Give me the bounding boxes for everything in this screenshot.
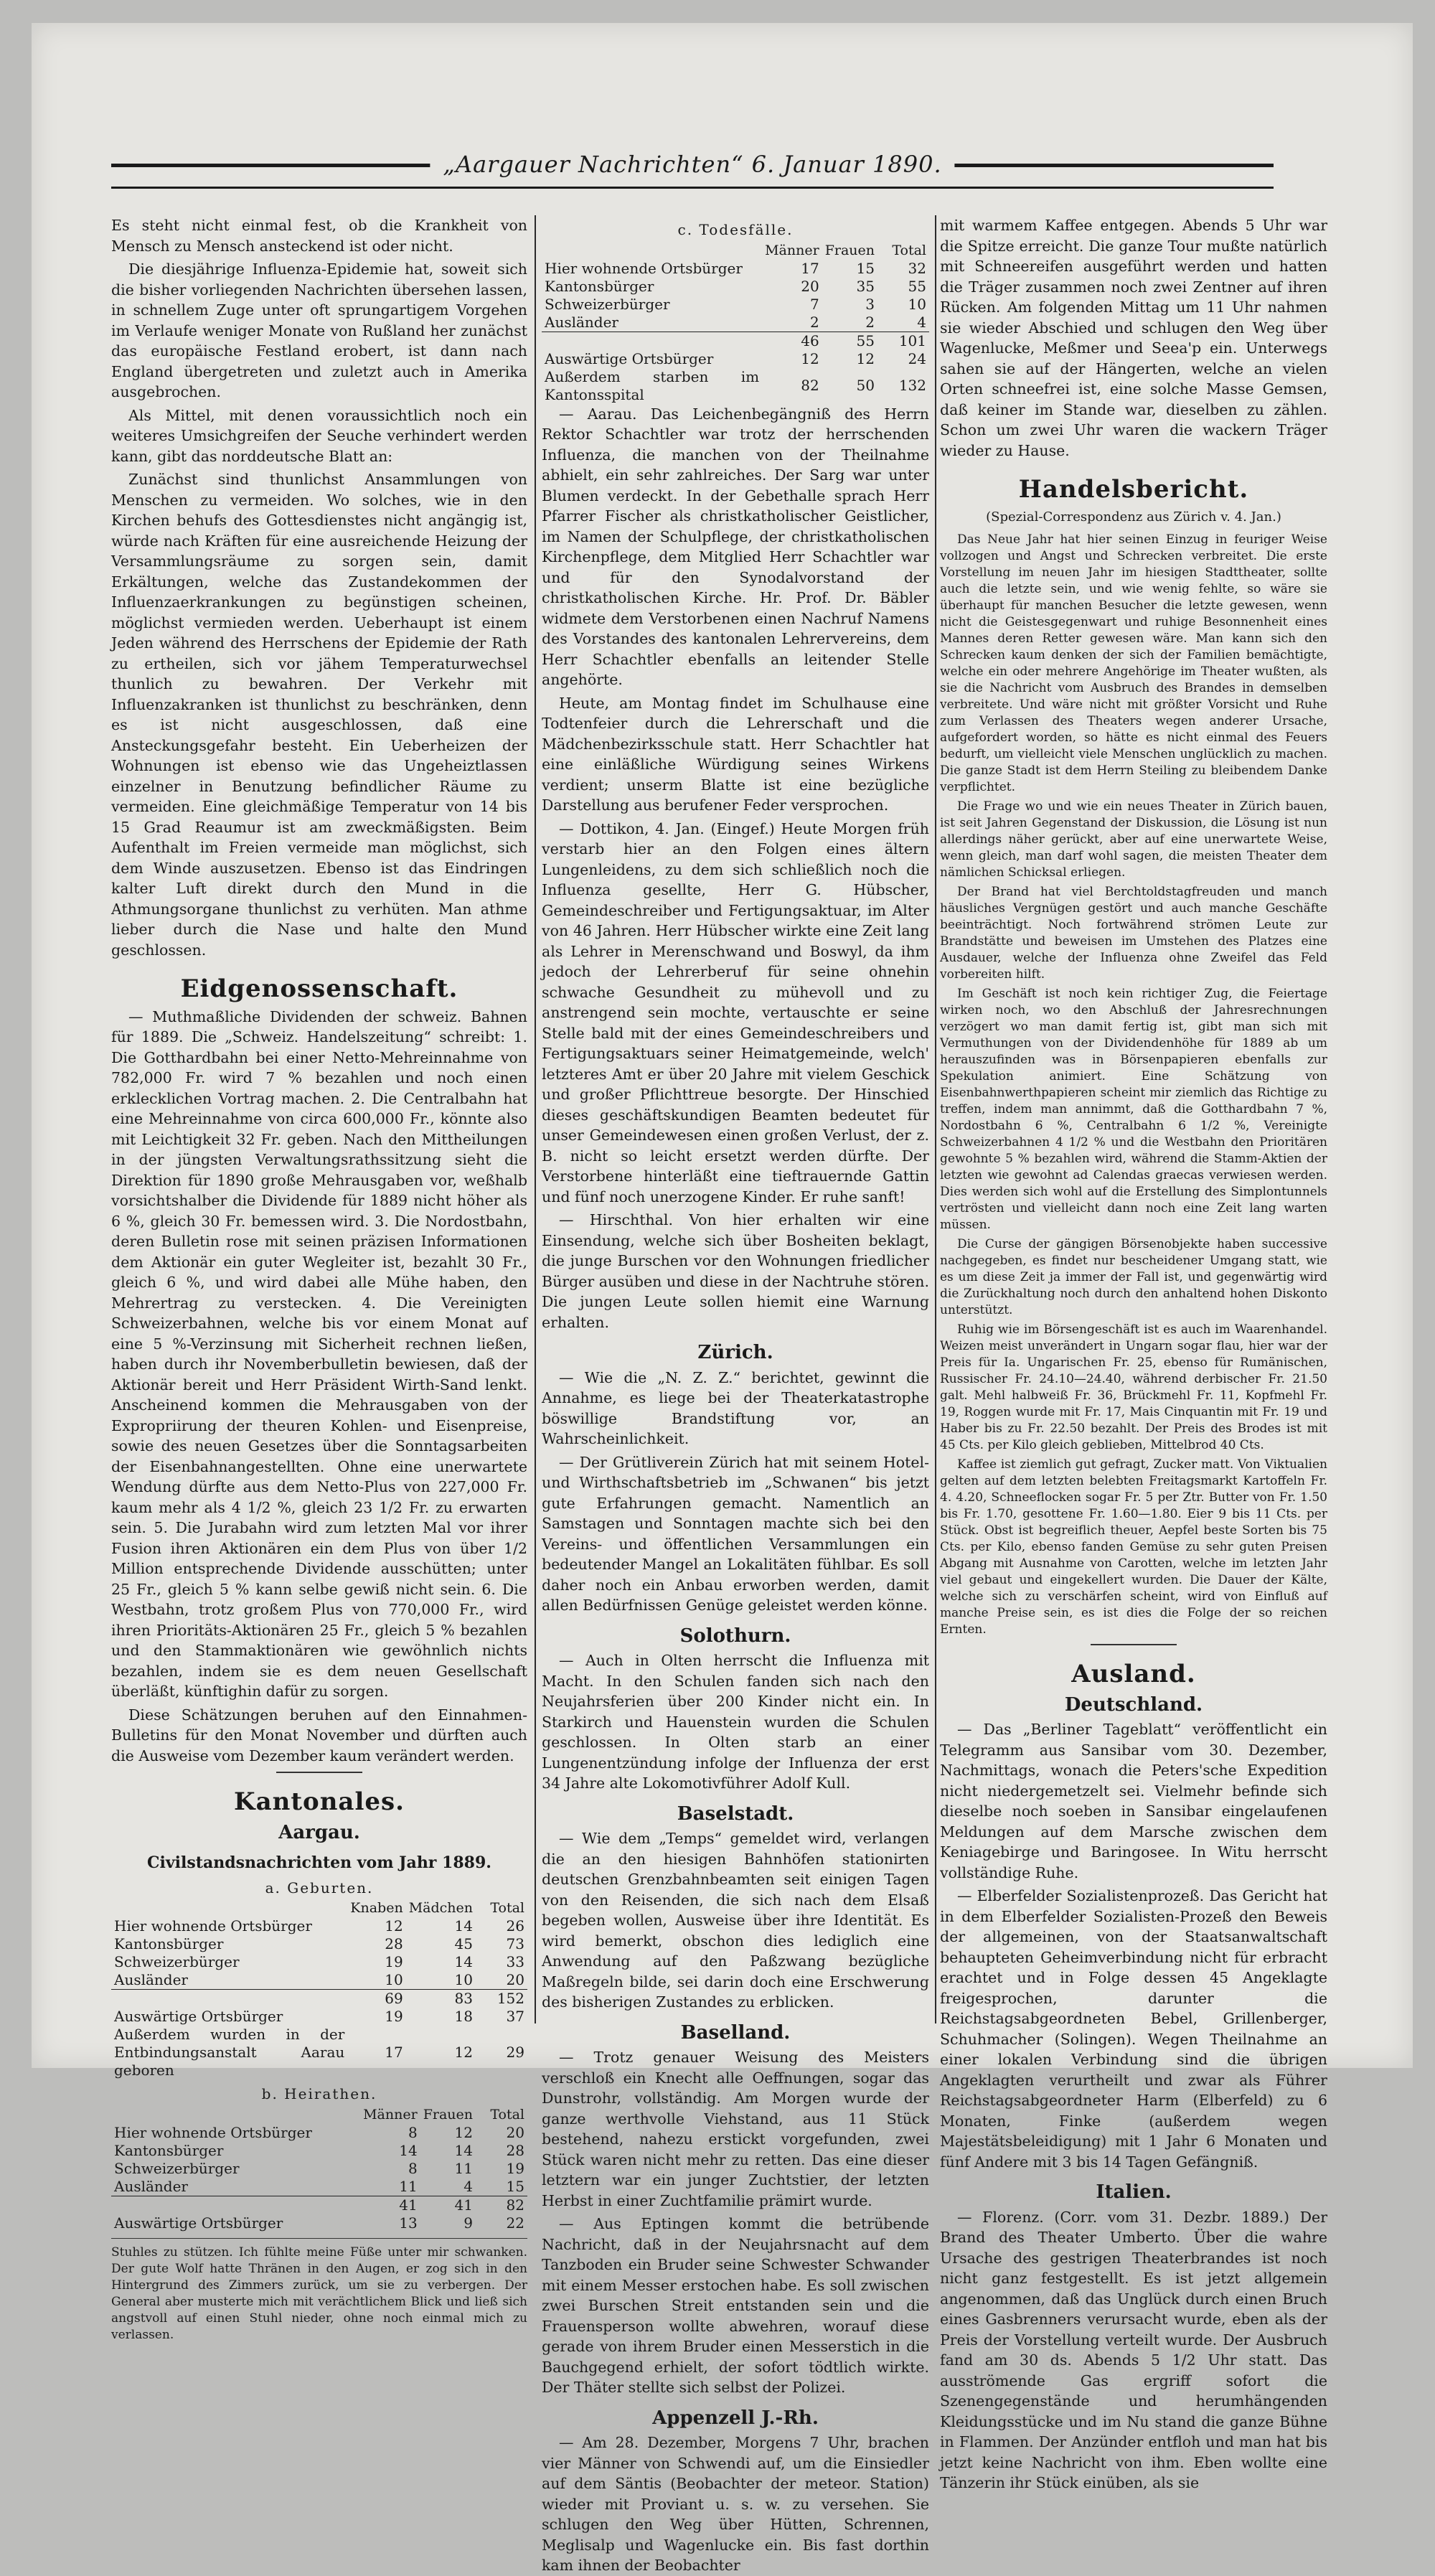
column-header: Knaben bbox=[350, 1900, 403, 1916]
article-paragraph: — Wie die „N. Z. Z.“ berichtet, gewinnt die Annahme, es liege bei der Theaterkatastrophe böswillige Brandstiftung vor, an Wahrscheinlichkeit. bbox=[542, 1368, 929, 1447]
cell: 12 bbox=[385, 1917, 403, 1935]
masthead bbox=[111, 151, 1274, 201]
article-paragraph: Diese Schätzungen beruhen auf den Einnahmen-Bulletins für den Monat November und dürften auch die Ausweise vom Dezember kaum verändert werden. bbox=[111, 1706, 527, 1764]
subheading-deutschland: Deutschland. bbox=[1064, 1693, 1203, 1716]
subheading-appenzell: Appenzell J.-Rh. bbox=[652, 2407, 819, 2429]
deaths-label: c. Todesfälle. bbox=[677, 221, 794, 238]
cell: 50 bbox=[856, 377, 875, 394]
cell: 101 bbox=[878, 332, 929, 350]
row-label: Ausländer bbox=[114, 2177, 188, 2195]
cell: 28 bbox=[506, 2141, 524, 2159]
cell: 2 bbox=[865, 313, 875, 331]
cell: 15 bbox=[506, 2177, 524, 2195]
cell: 35 bbox=[856, 277, 875, 295]
cell: 22 bbox=[506, 2214, 524, 2232]
cell: 2 bbox=[809, 313, 819, 331]
row-label: Auswärtige Ortsbürger bbox=[114, 2214, 283, 2232]
cell: 10 bbox=[454, 1971, 473, 1988]
cell: 11 bbox=[454, 2159, 473, 2177]
article-paragraph: Der Brand hat viel Berchtoldstagfreuden und manch häusliches Vergnügen gestört und auch manche Geschäfte beeinträchtigt. Noch fortwährend strömen Leute zur Brandstätte und beweisen im Umstehen des Platzes eine Ausdauer, welche der Influenza ohne Zweifel das Feld vorbereiten hilft. bbox=[940, 885, 1327, 982]
cell: 14 bbox=[454, 2141, 473, 2159]
article-paragraph: — Florenz. (Corr. vom 31. Dezbr. 1889.) Der Brand des Theater Umberto. Über die wahre Ursache des gestrigen Theaterbrandes ist noch nicht ganz festgestellt. Es ist jetzt allgemein angenommen, daß das Unglück durch einen Bruch eines Gasbrenners verursacht wurde, eben als der Preis der Vorstellung verteilt wurde. Der Ausbruch fand am 30 ds. Abends 5 1/2 Uhr statt. Das ausströmende Gas ergriff sofort die Szenengegenstände und herumhängenden Kleidungsstücke und im Nu stand die ganze Bühne in Flammen. Der Anzünder entfloh und man hat bis jetzt keine Nachricht von ihm. Eben wollte eine Tänzerin ihr Stück einüben, als sie bbox=[940, 2208, 1327, 2491]
table-row bbox=[111, 2142, 527, 2160]
row-label: Ausländer bbox=[114, 1971, 188, 1988]
article-paragraph: — Hirschthal. Von hier erhalten wir eine Einsendung, welche sich über Bosheiten beklagt, die junge Burschen vor den Wohnungen friedlicher Bürger ausüben und diese in der Nachtruhe stören. Die jungen Leute sollen hiemit eine Warnung erhalten. bbox=[542, 1211, 929, 1331]
article-paragraph: — Aarau. Das Leichenbegängniß des Herrn Rektor Schachtler war trotz der herrschenden Influenza, die manchen von der Theilnahme abhielt, ein sehr zahlreiches. Der Sarg war unter Blumen verdeckt. In der Gebethalle sprach Herr Pfarrer Fischer als christkatholischer Geistlicher, im Namen der Schulpflege, der christkatholischen Kirchenpflege, dem Mitglied Herr Schachtler war und für den Synodalvorstand der christkatholischen Kirche. Hr. Prof. Dr. Bäbler widmete dem Verstorbenen einen Nachruf Namens des Vorstandes des kantonalen Lehrervereins, dem Herr Schachtler ebenfalls an leitender Stelle angehörte. bbox=[542, 405, 929, 688]
marriages-table bbox=[111, 2106, 527, 2232]
cell: 152 bbox=[476, 1990, 527, 2008]
article-paragraph: Die Curse der gängigen Börsenobjekte haben successive nachgegeben, es findet nur bescheidener Umgang statt, wie es um diese Zeit ja immer der Fall ist, und gegenwärtig wird die Zurückhaltung noch durch den anhaltend hohen Diskonto unterstützt. bbox=[940, 1237, 1327, 1317]
deaths-table bbox=[542, 242, 929, 404]
table-row bbox=[111, 2214, 527, 2232]
column-header: Frauen bbox=[824, 242, 875, 258]
masthead-rule-bottom bbox=[111, 187, 1274, 189]
cell: 4 bbox=[917, 313, 926, 331]
subheading-italien: Italien. bbox=[1096, 2181, 1172, 2203]
subheading-solothurn: Solothurn. bbox=[679, 1625, 791, 1647]
correspondence-note: (Spezial-Correspondenz aus Zürich v. 4. Jan.) bbox=[986, 509, 1281, 525]
cell: 12 bbox=[454, 2044, 473, 2061]
marriages-label: b. Heirathen. bbox=[261, 2085, 377, 2102]
cell: 11 bbox=[399, 2177, 418, 2195]
cell: 32 bbox=[908, 259, 926, 277]
cell: 33 bbox=[506, 1953, 524, 1970]
cell: 20 bbox=[506, 1971, 524, 1988]
cell: 7 bbox=[809, 295, 819, 313]
cell: 20 bbox=[506, 2123, 524, 2141]
subheading-civilstand: Civilstandsnachrichten vom Jahr 1889. bbox=[147, 1853, 491, 1872]
table-row bbox=[111, 2026, 527, 2079]
table-row bbox=[542, 368, 929, 404]
table-row bbox=[111, 2124, 527, 2142]
table-row bbox=[111, 2178, 527, 2196]
article-paragraph: — Am 28. Dezember, Morgens 7 Uhr, brachen vier Männer von Schwendi auf, um die Einsiedler auf dem Säntis (Beobachter der meteor. Station) wieder mit Proviant u. s. w. zu versehen. Sie schlugen den Weg über Hütten, Schrennen, Meglisalp und Wagenlucke ein. Bis fast dorthin kam ihnen der Beobachter bbox=[542, 2434, 929, 2574]
cell: 26 bbox=[506, 1917, 524, 1935]
row-label: Schweizerbürger bbox=[114, 1953, 240, 1970]
cell: 55 bbox=[908, 277, 926, 295]
cell: 14 bbox=[454, 1953, 473, 1970]
footnote-rule bbox=[111, 2238, 527, 2239]
section-heading-kantonales: Kantonales. bbox=[234, 1787, 405, 1816]
cell: 82 bbox=[801, 377, 819, 394]
cell: 12 bbox=[801, 349, 819, 367]
cell: 69 bbox=[347, 1990, 405, 2008]
cell: 19 bbox=[506, 2159, 524, 2177]
cell: 45 bbox=[454, 1935, 473, 1952]
article-paragraph: Die Frage wo und wie ein neues Theater in Zürich bauen, ist seit Jahren Gegenstand der Diskussion, die Lösung ist nun allerdings näher gerückt, aber auf eine unerwartete Weise, wenn gleich, man darf wohl sagen, die meisten Theater dem nämlichen Schicksal erliegen. bbox=[940, 799, 1327, 880]
cell: 17 bbox=[385, 2044, 403, 2061]
cell: 41 bbox=[360, 2196, 420, 2214]
article-paragraph: — Aus Eptingen kommt die betrübende Nachricht, daß in der Neujahrsnacht auf dem Tanzboden ein Bruder seine Schwester Schwander mit einem Messer erstochen habe. Es soll zwischen zwei Burschen Streit entstanden sein und die Frauensperson wollte abwehren, worauf diese gerade von ihrem Bruder einen Messerstich in die Bauchgegend erhielt, der sofort tödtlich wirkte. Der Thäter stellte sich selbst der Polizei. bbox=[542, 2215, 929, 2396]
subheading-baselland: Baselland. bbox=[680, 2021, 791, 2044]
table-row bbox=[542, 314, 929, 332]
cell: 29 bbox=[506, 2044, 524, 2061]
cell: 55 bbox=[822, 332, 878, 350]
row-label: Kantonsbürger bbox=[114, 1935, 224, 1952]
row-label: Schweizerbürger bbox=[545, 295, 670, 313]
article-paragraph: — Trotz genauer Weisung des Meisters verschloß ein Knecht alle Oeffnungen, sogar das Dunstrohr, vollständig. Am Morgen wurde der ganze werthvolle Viehstand, aus 11 Stück bestehend, nahezu erstickt vorgefunden, zwei Stück waren nicht mehr zu retten. Das eine dieser letztern war ein junger Zuchtstier, der letzten Herbst in einer Zuchtfamilie prämirt wurde. bbox=[542, 2049, 929, 2209]
column-3 bbox=[940, 215, 1327, 2491]
article-paragraph: — Dottikon, 4. Jan. (Eingef.) Heute Morgen früh verstarb hier an den Folgen eines ältern Lungenleidens, zu dem sich schließlich noch die Influenza gesellte, Herr G. Hübscher, Gemeindeschreiber und Fertigungsaktuar, im Alter von 46 Jahren. Herr Hübscher wirkte eine Zeit lang als Lehrer in Merenschwand und Boswyl, da ihm jedoch der Lehrerberuf für seine ohnehin schwache Gesundheit zu mühevoll und zu anstrengend sein mochte, vertauschte er seine Stelle bald mit der eines Gemeindeschreibers und Fertigungsaktuars seiner Heimatgemeinde, welch' letzteres Amt er über 20 Jahre mit vielem Geschick und großer Pflichttreue besorgte. Der Hinschied dieses geschäftskundigen Beamten bedeutet für unser Gemeindewesen einen großen Verlust, der z. B. nicht so leicht ersetzt werden dürfte. Der Verstorbene hinterläßt eine tieftrauernde Gattin und fünf noch unerzogene Kinder. Er ruhe sanft! bbox=[542, 819, 929, 1205]
column-header: Frauen bbox=[423, 2106, 473, 2123]
table-row bbox=[542, 260, 929, 278]
article-paragraph: Heute, am Montag findet im Schulhause eine Todtenfeier durch die Lehrerschaft und die Mädchenbezirksschule statt. Herr Schachtler hat eine einläßliche Würdigung seines Wirkens verdient; unserm Blatte ist eine bezügliche Darstellung aus berufener Feder versprochen. bbox=[542, 694, 929, 814]
column-header: Total bbox=[490, 1900, 524, 1916]
cell: 82 bbox=[476, 2196, 527, 2214]
table-sum-row bbox=[111, 1990, 527, 2008]
cell: 8 bbox=[408, 2159, 418, 2177]
cell: 3 bbox=[865, 295, 875, 313]
cell: 9 bbox=[464, 2214, 473, 2232]
cell: 14 bbox=[399, 2141, 418, 2159]
article-paragraph: — Der Grütliverein Zürich hat mit seinem Hotel- und Wirthschaftsbetrieb im „Schwanen“ bis jetzt gute Erfahrungen gemacht. Namentlich an Samstagen und Sonntagen machte sich bei den Vereins- und öffentlichen Versammlungen ein bedeutender Mangel an Lokalitäten fühlbar. Es soll daher noch ein Anbau erworben werden, damit allen Bedürfnissen Genüge geleistet werden könne. bbox=[542, 1453, 929, 1614]
cell: 28 bbox=[385, 1935, 403, 1952]
cell: 13 bbox=[399, 2214, 418, 2232]
column-header: Mädchen bbox=[408, 1900, 473, 1916]
article-paragraph: mit warmem Kaffee entgegen. Abends 5 Uhr war die Spitze erreicht. Die ganze Tour mußte natürlich mit Schneereifen ausgeführt werden und hatten die Träger zusammen noch zwei Zentner auf ihren Rücken. Am folgenden Mittag um 11 Uhr nahmen sie wieder Abschied und schlugen den Weg über Wagenlucke, Meßmer und Seea'p ein. Unterwegs sahen sie auf der Hängerten, welche an vielen Orten schneefrei ist, eine solche Masse Gemsen, daß keiner im Stande war, dieselben zu zählen. Schon um zwei Uhr waren die wackern Träger wieder zu Hause. bbox=[940, 217, 1327, 459]
cell: 24 bbox=[908, 349, 926, 367]
subheading-aargau: Aargau. bbox=[278, 1821, 360, 1843]
table-row bbox=[542, 350, 929, 368]
article-paragraph: — Wie dem „Temps“ gemeldet wird, verlangen die an den hiesigen Bahnhöfen stationirten deutschen Grenzbahnbeamten seit einigen Tagen von den Reisenden, die sich nach dem Elsaß begeben wollen, Ausweise über ihre Identität. Es wird bemerkt, obschon dies lediglich eine Anwendung auf den Paßzwang bezügliche Maßregeln bilde, sei darin doch eine Erschwerung des bisherigen Zustandes zu erblicken. bbox=[542, 1830, 929, 2011]
cell: 12 bbox=[856, 349, 875, 367]
table-header-row bbox=[542, 242, 929, 260]
cell: 20 bbox=[801, 277, 819, 295]
row-label: Kantonsbürger bbox=[545, 277, 654, 295]
column-2 bbox=[542, 215, 929, 2574]
article-paragraph: Ruhig wie im Börsengeschäft ist es auch im Waarenhandel. Weizen meist unverändert in Ungarn sogar flau, hier war der Preis für Ia. Ungarischen Fr. 25, ebenso für Rumänischen, Russischer Fr. 24.10—24.40, während derbischer Fr. 21.50 galt. Mehl halbweiß Fr. 36, Brückmehl Fr. 11, Kopfmehl Fr. 19, Roggen wurde mit Fr. 17, Mais Cinquantin mit Fr. 19 und Haber bis zu Fr. 22.50 bezahlt. Der Preis des Brodes ist mit 45 Cts. per Kilo gleich geblieben, Mittelbrod 40 Cts. bbox=[940, 1322, 1327, 1452]
subheading-zuerich: Zürich. bbox=[697, 1342, 773, 1363]
article-paragraph: — Muthmaßliche Dividenden der schweiz. Bahnen für 1889. Die „Schweiz. Handelszeitung“ schreibt: 1. Die Gotthardbahn bei einer Netto-Mehreinnahme von 782,000 Fr. wird 7 % bezahlen und noch einen erklecklichen Vortrag machen. 2. Die Centralbahn hat eine Mehreinnahme von circa 600,000 Fr., könnte also mit Leichtigkeit 32 Fr. geben. Nach den Mittheilungen in der jüngsten Verwaltungsrathssitzung sieht die Direktion für 1890 große Mehrausgaben vor, weßhalb vorsichtshalber die Dividende für 1889 nicht höher als 6 %, gleich 30 Fr. bemessen wird. 3. Die Nordostbahn, deren Bulletin rose mit seinen präzisen Informationen dem Aktionär ein guter Wegleiter ist, bezahlt 30 Fr., gleich 6 %, und wird dabei alle Mühe haben, den Mehrertrag zu verstecken. 4. Die Vereinigten Schweizerbahnen, welche bis vor einem Monat auf eine 5 %-Verzinsung mit Sicherheit rechnen ließen, haben durch ihr Novemberbulletin bewiesen, daß der Aktionär bereit und Herr Präsident Wirth-Sand lenkt. Anscheinend kommen die Mehrausgaben von der Expropriirung der theuren Kohlen- und Eisenpreise, sowie des neuen Gesetzes über die Sonntagsarbeiten der Eisenbahnangestellten. Ohne eine unerwartete Wendung dürfte aus dem Netto-Plus von 227,000 Fr. kaum mehr als 4 1/2 %, gleich 23 1/2 Fr. zu erwarten sein. 5. Die Jurabahn wird zum letzten Mal vor ihrer Fusion ihren Aktionären ein dem Plus von über 1/2 Million entsprechende Dividende ausschütten; unter 25 Fr., gleich 5 % kann selbe gewiß nicht sein. 6. Die Westbahn, trotz großem Plus von 770,000 Fr., wird ihren Prioritäts-Aktionären 25 Fr., gleich 5 % bezahlen und den Stammaktionären wie gewöhnlich nichts bezahlen, indem sie es dem neuen Gesellschaft überläßt, künftighin dafür zu sorgen. bbox=[111, 1007, 527, 1700]
cell: 19 bbox=[385, 2008, 403, 2025]
row-label: Ausländer bbox=[545, 313, 618, 331]
table-row bbox=[111, 2160, 527, 2178]
masthead-title: „Aargauer Nachrichten“ 6. Januar 1890. bbox=[430, 151, 954, 178]
section-heading-handelsbericht: Handelsbericht. bbox=[1018, 475, 1249, 504]
article-paragraph: Das Neue Jahr hat hier seinen Einzug in feuriger Weise vollzogen und Angst und Schrecken verbreitet. Die erste Vorstellung im neuen Jahr im hiesigen Stadttheater, sollte auch die letzte sein, und wie wenig fehlte, so wäre sie überhaupt für manchen Besucher die letzte gewesen, wenn nicht die Geistesgegenwart und ruhige Besonnenheit eines Mannes deren Retter gewesen wäre. Man kann sich den Schrecken kaum denken der sich der Familien bemächtigte, welche ein oder mehrere Angehörige im Theater wußten, als sie die Nachricht vom Ausbruch des Brandes in demselben verbreitete. Und wäre nicht mit größter Vorsicht und Ruhe zum Verlassen des Theaters wegen anderer Ursache, aufgefordert worden, so hätte es nicht einmal des Feuers bedurft, um vielleicht viele Menschen unglücklich zu machen. Die ganze Stadt ist dem Herrn Steiling zu bleibendem Danke verpflichtet. bbox=[940, 532, 1327, 794]
article-paragraph: Die diesjährige Influenza-Epidemie hat, soweit sich die bisher vorliegenden Nachrichten übersehen lassen, in schnellem Zuge unter oft sprungartigem Vorgehen im Verlaufe weniger Monate von Rußland her zunächst das europäische Festland erobert, ist dann nach England übergetreten und zuletzt auch in Amerika ausgebrochen. bbox=[111, 260, 527, 400]
table-sum-row bbox=[542, 332, 929, 350]
row-label: Auswärtige Ortsbürger bbox=[545, 349, 714, 367]
cell: 8 bbox=[408, 2123, 418, 2141]
table-header-row bbox=[111, 1899, 527, 1917]
cell: 17 bbox=[801, 259, 819, 277]
cell: 19 bbox=[385, 1953, 403, 1970]
row-label: Schweizerbürger bbox=[114, 2159, 240, 2177]
cell: 83 bbox=[406, 1990, 476, 2008]
births-table bbox=[111, 1899, 527, 2079]
cell: 41 bbox=[420, 2196, 476, 2214]
cell: 46 bbox=[762, 332, 822, 350]
cell: 14 bbox=[454, 1917, 473, 1935]
births-label: a. Geburten. bbox=[265, 1879, 374, 1896]
row-label: Außerdem starben im Kantonsspital bbox=[545, 367, 760, 403]
separator bbox=[276, 1772, 362, 1773]
column-header: Männer bbox=[363, 2106, 418, 2123]
cell: 10 bbox=[385, 1971, 403, 1988]
cell: 12 bbox=[454, 2123, 473, 2141]
row-label: Auswärtige Ortsbürger bbox=[114, 2008, 283, 2025]
table-row bbox=[111, 1917, 527, 1935]
article-paragraph: Als Mittel, mit denen voraussichtlich noch ein weiteres Umsichgreifen der Seuche verhindert werden kann, gibt das norddeutsche Blatt an: bbox=[111, 406, 527, 465]
row-label: Hier wohnende Ortsbürger bbox=[114, 1917, 312, 1935]
table-sum-row bbox=[111, 2196, 527, 2214]
table-row bbox=[111, 1935, 527, 1953]
article-paragraph: Im Geschäft ist noch kein richtiger Zug, die Feiertage wirken noch, wo den Abschluß der Jahresrechnungen verzögert wo man damit fertig ist, gibt man sich mit Vermuthungen von der Dividendenhöhe für 1889 ab um herauszufinden was in Börsenpapieren ebenfalls zur Spekulation animiert. Eine Schätzung von Eisenbahnwerthpapieren scheint mir ziemlich das Richtige zu treffen, indem man annimmt, daß die Gotthardbahn 7 %, Nordostbahn 6 %, Centralbahn 6 1/2 %, Vereinigte Schweizerbahnen 4 1/2 % und die Westbahn den Prioritären gewohnte 5 % bezahlen wird, während die Stamm-Aktien der letzten wie gewohnt ad Calendas graecas verwiesen werden. Dies werden sich wohl auf die Erstellung des Simplontunnels vertrösten und vielleicht dann noch eine Zeit lang warten müssen. bbox=[940, 987, 1327, 1232]
cell: 15 bbox=[856, 259, 875, 277]
section-heading-ausland: Ausland. bbox=[1071, 1660, 1196, 1688]
cell: 73 bbox=[506, 1935, 524, 1952]
row-label: Hier wohnende Ortsbürger bbox=[545, 259, 743, 277]
feuilleton-footnote: Stuhles zu stützen. Ich fühlte meine Füße unter mir schwanken. Der gute Wolf hatte Thränen in den Augen, er zog sich in den Hintergrund des Zimmers zurück, um sie zu verbergen. Der General aber musterte mich mit verächtlichem Blick und ließ sich angstvoll auf einen Stuhl nieder, ohne noch einmal mich zu verlassen. bbox=[111, 2244, 527, 2342]
column-header: Männer bbox=[765, 242, 819, 258]
cell: 4 bbox=[464, 2177, 473, 2195]
table-row bbox=[542, 278, 929, 296]
article-paragraph: Es steht nicht einmal fest, ob die Krankheit von Mensch zu Mensch ansteckend ist oder nicht. bbox=[111, 217, 527, 255]
table-row bbox=[111, 1971, 527, 1990]
section-heading-eidgenossenschaft: Eidgenossenschaft. bbox=[180, 974, 458, 1003]
subheading-baselstadt: Baselstadt. bbox=[677, 1802, 794, 1825]
column-header: Total bbox=[892, 242, 926, 258]
row-label: Außerdem wurden in der Entbindungsanstalt Aarau geboren bbox=[114, 2026, 345, 2079]
article-paragraph: — Elberfelder Sozialistenprozeß. Das Gericht hat in dem Elberfelder Sozialisten-Prozeß den Beweis der allgemeinen, von der Staatsanwaltschaft behaupteten Geheimverbindung nicht für erbracht erachtet und in Folge dessen 45 Angeklagte freigesprochen, darunter die Reichstagsabgeordneten Bebel, Grillenberger, Schuhmacher (Solingen). Wegen Theilnahme an einer lokalen Verbindung sind die übrigen Angeklagten verurtheilt und zwar als Führer Reichstagsabgeordneter Harm (Elberfeld) zu 6 Monaten, Finke (außerdem wegen Majestätsbeleidigung) mit 1 Jahr 6 Monaten und fünf Andere mit 3 bis 14 Tagen Gefängniß. bbox=[940, 1887, 1327, 2171]
article-paragraph: Zunächst sind thunlichst Ansammlungen von Menschen zu vermeiden. Wo solches, wie in den Kirchen behufs des Gottesdienstes nicht angängig ist, würde nach Kräften für eine ausreichende Heizung der Versammlungsräume zu sorgen sein, damit Erkältungen, welche das Zustandekommen der Influenzaerkrankungen zu begünstigen scheinen, möglichst vermieden werden. Ueberhaupt ist einem Jeden während des Herrschens der Epidemie der Rath zu ertheilen, sich vor jähem Temperaturwechsel thunlich zu bewahren. Der Verkehr mit Influenzakranken ist thunlichst zu beschränken, denn es ist nicht ausgeschlossen, daß eine Ansteckungsgefahr besteht. Ein Ueberheizen der Wohnungen ist ebenso wie das Ungeheiztlassen einzelner in Benutzung befindlicher Räume zu vermeiden. Eine gleichmäßige Temperatur von 14 bis 15 Grad Reaumur ist am zweckmäßigsten. Beim Aufenthalt im Freien vermeide man möglichst, sich dem Winde auszusetzen. Ebenso ist das Eindringen kalter Luft direkt durch den Mund in die Athmungsorgane thunlichst zu verhüten. Man athme lieber durch die Nase und halte den Mund geschlossen. bbox=[111, 471, 527, 959]
cell: 37 bbox=[506, 2008, 524, 2025]
article-paragraph: Kaffee ist ziemlich gut gefragt, Zucker matt. Von Viktualien gelten auf dem letzten belebten Freitagsmarkt Kartoffeln Fr. 4. 4.20, Schneeflocken sogar Fr. 5 per Ztr. Butter von Fr. 1.50 bis Fr. 1.70, gesottene Fr. 1.60—1.80. Eier 9 bis 11 Cts. per Stück. Obst ist begreiflich theuer, Aepfel beste Sorten bis 75 Cts. per Kilo, ebenso fanden Gemüse zu sehr guten Preisen Abgang mit Ausnahme von Carotten, welche im letzten Jahr viel gebaut und eingekellert wurden. Die Dauer der Kälte, welche sich zu verschärfen scheint, wird von Einfluß auf manche Preise sein, es ist dies die Folge der so reichen Ernten. bbox=[940, 1457, 1327, 1637]
column-divider-1 bbox=[535, 215, 536, 2023]
row-label: Hier wohnende Ortsbürger bbox=[114, 2123, 312, 2141]
cell: 10 bbox=[908, 295, 926, 313]
row-label: Kantonsbürger bbox=[114, 2141, 224, 2159]
separator bbox=[1091, 1644, 1177, 1645]
column-1 bbox=[111, 215, 527, 2342]
table-row bbox=[111, 1953, 527, 1971]
article-paragraph: — Das „Berliner Tageblatt“ veröffentlicht ein Telegramm aus Sansibar vom 30. Dezember, Nachmittags, wonach die Peters'sche Expedition nicht niedergemetzelt sei. Vielmehr befinde sich dieselbe noch soeben in Sansibar eingelaufenen Meldungen auf dem Marsche zwischen dem Keniagebirge und Baringosee. In Witu herrscht vollständige Ruhe. bbox=[940, 1721, 1327, 1881]
article-paragraph: — Auch in Olten herrscht die Influenza mit Macht. In den Schulen fanden sich nach den Neujahrsferien über 200 Kinder nicht ein. In Starkirch und Hauenstein wurden die Schulen geschlossen. In Olten starb an einer Lungenentzündung infolge der Influenza der erst 34 Jahre alte Lokomotivführer Adolf Kull. bbox=[542, 1652, 929, 1792]
column-header: Total bbox=[490, 2106, 524, 2123]
table-header-row bbox=[111, 2106, 527, 2124]
table-row bbox=[542, 296, 929, 314]
table-row bbox=[111, 2008, 527, 2026]
column-divider-2 bbox=[935, 215, 936, 2023]
cell: 18 bbox=[454, 2008, 473, 2025]
cell: 132 bbox=[898, 377, 926, 394]
